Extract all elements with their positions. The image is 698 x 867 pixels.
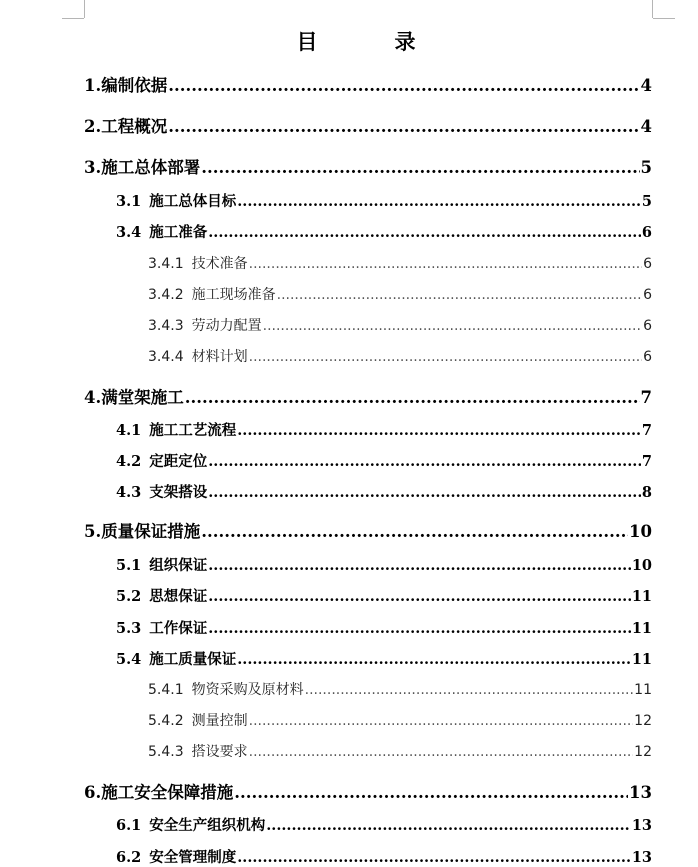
toc-dot-leader — [208, 588, 631, 605]
toc-dot-leader — [237, 193, 641, 210]
toc-entry[interactable] — [84, 518, 652, 542]
toc-entry-title: 技术准备 — [191, 256, 248, 272]
toc-entry-title: 施工总体部署 — [101, 158, 201, 177]
toc-dot-leader — [305, 682, 634, 698]
toc-entry-title: 施工总体目标 — [149, 193, 237, 210]
toc-dot-leader — [201, 522, 628, 541]
toc-page-number: 12 — [634, 744, 652, 760]
toc-entry[interactable] — [148, 315, 652, 335]
toc-entry-number: 5.3 — [116, 620, 142, 637]
toc-entry-number: 2. — [84, 117, 102, 136]
toc-dot-leader — [237, 651, 631, 668]
toc-page-number: 11 — [631, 620, 652, 637]
toc-entry-title: 质量保证措施 — [101, 522, 201, 541]
toc-entry[interactable] — [116, 419, 652, 440]
toc-entry[interactable] — [116, 450, 652, 471]
toc-entry-title: 编制依据 — [101, 76, 168, 95]
toc-dot-leader — [168, 117, 639, 136]
toc-page-number: 6 — [643, 349, 652, 365]
toc-entry[interactable] — [116, 190, 652, 211]
toc-page-number: 11 — [634, 682, 652, 698]
toc-entry-number: 5.1 — [116, 557, 142, 574]
toc-entry-number: 3.4.4 — [148, 349, 184, 365]
toc-entry-number: 5.4.1 — [148, 682, 184, 698]
toc-entry-number: 5.2 — [116, 588, 142, 605]
toc-entry-title: 思想保证 — [149, 588, 208, 605]
toc-entry[interactable] — [116, 554, 652, 575]
toc-entry-title: 工作保证 — [149, 620, 208, 637]
toc-entry[interactable] — [116, 846, 652, 867]
toc-entry-number: 5.4.2 — [148, 713, 184, 729]
toc-entry-title: 满堂架施工 — [101, 388, 184, 407]
toc-page-number: 7 — [641, 422, 652, 439]
toc-dot-leader — [208, 224, 641, 241]
toc-page-number: 4 — [640, 117, 652, 136]
toc-entry[interactable] — [148, 741, 652, 761]
crop-mark-top-left — [84, 0, 85, 18]
toc-page-number: 13 — [629, 783, 652, 802]
toc-entry-title: 施工工艺流程 — [149, 422, 237, 439]
toc-page-number: 11 — [631, 651, 652, 668]
toc-entry-number: 3.4.2 — [148, 287, 184, 303]
toc-entry-title: 施工质量保证 — [149, 651, 237, 668]
toc-entry-number: 4.1 — [116, 422, 142, 439]
toc-entry-number: 6.1 — [116, 817, 142, 834]
toc-page-number: 11 — [631, 588, 652, 605]
toc-dot-leader — [168, 76, 639, 95]
toc-page-number: 5 — [641, 193, 652, 210]
toc-entry[interactable] — [148, 710, 652, 730]
toc-entry[interactable] — [116, 814, 652, 835]
toc-entry[interactable] — [116, 585, 652, 606]
toc-entry-title: 测量控制 — [191, 713, 248, 729]
toc-entry[interactable] — [116, 221, 652, 242]
toc-entry[interactable] — [116, 648, 652, 669]
toc-entry-number: 5. — [84, 522, 102, 541]
toc-dot-leader — [208, 557, 631, 574]
toc-entry-number: 4. — [84, 388, 102, 407]
toc-page-number: 10 — [629, 522, 652, 541]
toc-entry-title: 工程概况 — [101, 117, 168, 136]
toc-entry-title: 定距定位 — [149, 453, 208, 470]
toc-entry[interactable] — [84, 384, 652, 408]
toc-dot-leader — [249, 256, 642, 272]
toc-entry-number: 6.2 — [116, 849, 142, 866]
toc-entry-title: 组织保证 — [149, 557, 208, 574]
toc-page-number: 6 — [643, 256, 652, 272]
toc-entry-number: 3. — [84, 158, 102, 177]
toc-dot-leader — [277, 287, 642, 303]
toc-entry[interactable] — [116, 617, 652, 638]
toc-entry[interactable] — [84, 72, 652, 96]
toc-entry[interactable] — [116, 481, 652, 502]
toc-entry-title: 安全生产组织机构 — [149, 817, 266, 834]
toc-page-number: 13 — [631, 817, 652, 834]
toc-entry[interactable] — [84, 154, 652, 178]
toc-entry-title: 劳动力配置 — [191, 318, 262, 334]
crop-mark-top-left — [62, 18, 84, 19]
toc-page-number: 6 — [643, 287, 652, 303]
toc-dot-leader — [234, 783, 628, 802]
toc-entry-number: 3.4.1 — [148, 256, 184, 272]
toc-dot-leader — [249, 349, 642, 365]
toc-page-number: 6 — [643, 318, 652, 334]
toc-entry-number: 4.3 — [116, 484, 142, 501]
toc-dot-leader — [263, 318, 642, 334]
toc-entry-number: 3.4.3 — [148, 318, 184, 334]
toc-entry-title: 安全管理制度 — [149, 849, 237, 866]
toc-title: 目 录 — [296, 29, 444, 54]
toc-entry-number: 6. — [84, 783, 102, 802]
toc-page-number: 7 — [640, 388, 652, 407]
toc-entry-title: 施工准备 — [149, 224, 208, 241]
toc-dot-leader — [237, 422, 641, 439]
toc-dot-leader — [249, 713, 634, 729]
toc-dot-leader — [249, 744, 634, 760]
toc-entry[interactable] — [84, 779, 652, 803]
toc-entry[interactable] — [148, 346, 652, 366]
toc-page-number: 4 — [640, 76, 652, 95]
toc-page-number: 6 — [641, 224, 652, 241]
toc-entry-title: 搭设要求 — [191, 744, 248, 760]
toc-entry-title: 施工安全保障措施 — [101, 783, 234, 802]
toc-page-number: 7 — [641, 453, 652, 470]
toc-dot-leader — [208, 484, 641, 501]
toc-entry[interactable] — [148, 253, 652, 273]
toc-entry-title: 支架搭设 — [149, 484, 208, 501]
crop-mark-top-right — [653, 18, 675, 19]
toc-entry[interactable] — [84, 113, 652, 137]
toc-entry[interactable] — [148, 679, 652, 699]
toc-dot-leader — [208, 453, 641, 470]
toc-entry-number: 5.4 — [116, 651, 142, 668]
toc-page-number: 13 — [631, 849, 652, 866]
toc-dot-leader — [237, 849, 631, 866]
toc-entry-number: 5.4.3 — [148, 744, 184, 760]
toc-dot-leader — [266, 817, 631, 834]
crop-mark-top-right — [652, 0, 653, 18]
toc-page-number: 5 — [640, 158, 652, 177]
toc-entry-number: 3.1 — [116, 193, 142, 210]
toc-entry-title: 施工现场准备 — [191, 287, 276, 303]
toc-dot-leader — [185, 388, 640, 407]
toc-dot-leader — [208, 620, 631, 637]
toc-entry-number: 1. — [84, 76, 102, 95]
toc-entry-number: 3.4 — [116, 224, 142, 241]
toc-entry[interactable] — [148, 284, 652, 304]
toc-page-number: 10 — [631, 557, 652, 574]
toc-entry-number: 4.2 — [116, 453, 142, 470]
toc-page-number: 12 — [634, 713, 652, 729]
toc-entry-title: 材料计划 — [191, 349, 248, 365]
toc-page-number: 8 — [641, 484, 652, 501]
toc-dot-leader — [201, 158, 639, 177]
toc-entry-title: 物资采购及原材料 — [191, 682, 304, 698]
